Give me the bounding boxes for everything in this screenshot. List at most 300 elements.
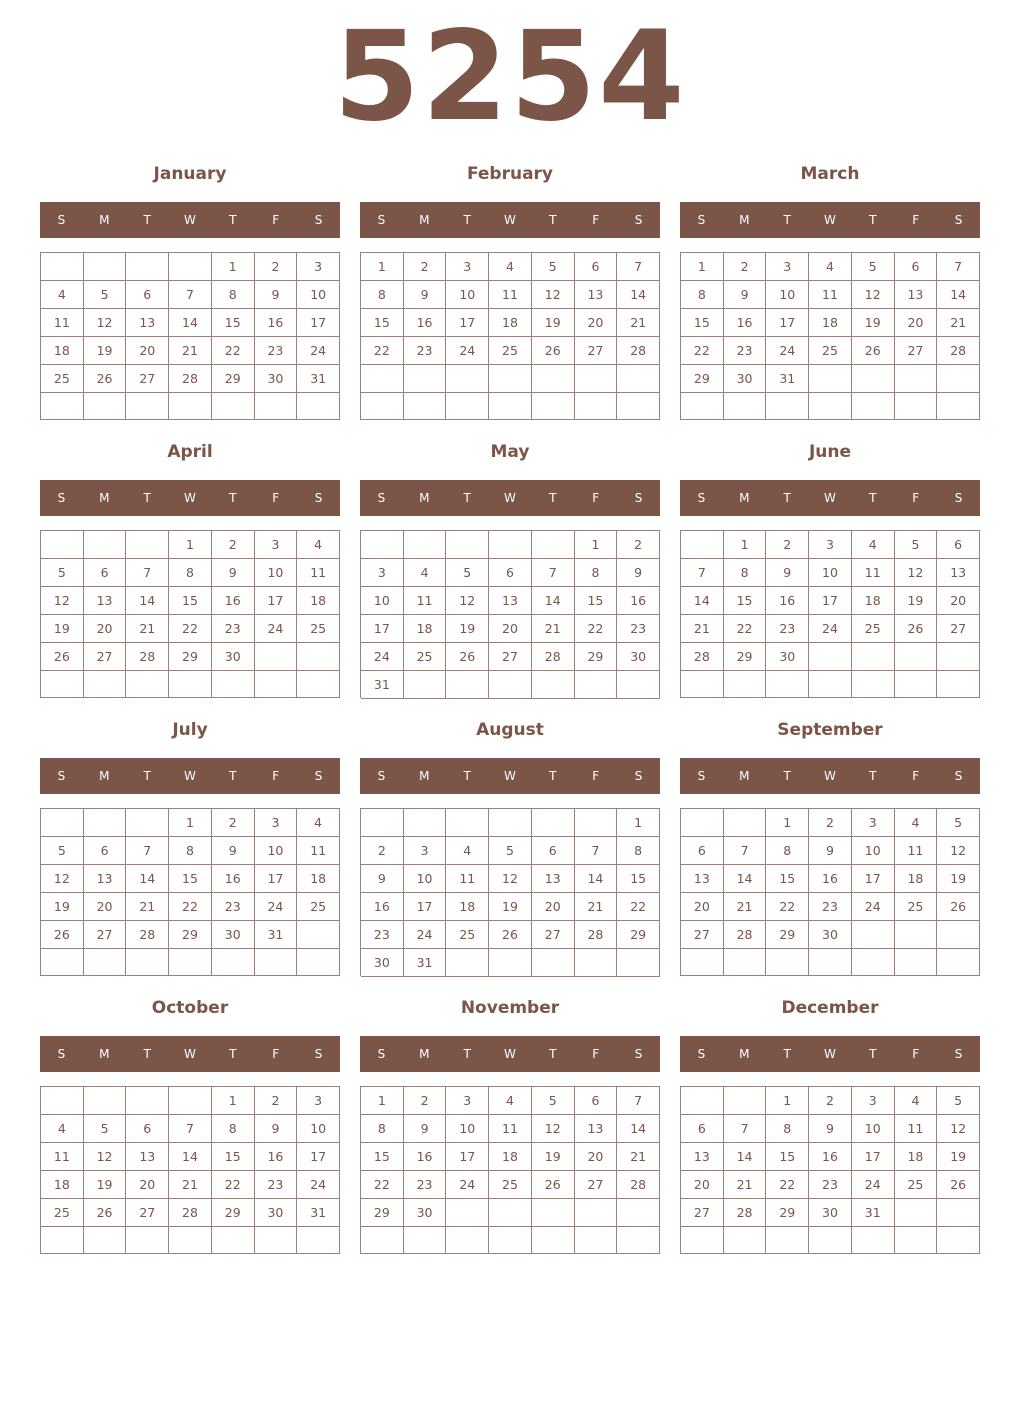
empty-cell	[895, 393, 938, 420]
weekday-header	[680, 1036, 980, 1072]
day-grid	[360, 808, 660, 976]
weekday-label: F	[272, 1047, 280, 1061]
empty-cell	[575, 809, 618, 837]
day-cell: 25	[41, 365, 84, 393]
weekday-label: T	[869, 1047, 877, 1061]
empty-cell	[446, 1199, 489, 1227]
day-cell: 15	[766, 865, 809, 893]
weekday-label: T	[229, 213, 237, 227]
day-cell: 7	[532, 559, 575, 587]
day-cell: 27	[937, 615, 980, 643]
day-cell: 26	[41, 921, 84, 949]
weekday-header	[40, 758, 340, 794]
empty-cell	[404, 365, 447, 393]
weekday-label: S	[954, 213, 963, 227]
day-cell: 28	[575, 921, 618, 949]
weekday-label: S	[697, 491, 706, 505]
empty-cell	[937, 949, 980, 976]
day-cell: 26	[489, 921, 532, 949]
weekday-label: T	[143, 213, 151, 227]
empty-cell	[489, 949, 532, 977]
day-cell: 15	[361, 309, 404, 337]
day-cell: 24	[852, 1171, 895, 1199]
empty-cell	[766, 1227, 809, 1254]
day-cell: 16	[404, 309, 447, 337]
day-cell: 18	[297, 587, 340, 615]
day-cell: 3	[809, 531, 852, 559]
day-cell: 3	[297, 1087, 340, 1115]
empty-cell	[809, 671, 852, 698]
month-title: February	[466, 164, 554, 184]
weekday-label: S	[377, 213, 386, 227]
day-cell: 3	[852, 1087, 895, 1115]
empty-cell	[361, 365, 404, 393]
day-cell: 29	[169, 921, 212, 949]
day-cell: 25	[404, 643, 447, 671]
day-cell: 11	[41, 309, 84, 337]
day-cell: 10	[255, 837, 298, 865]
weekday-label: S	[377, 769, 386, 783]
day-cell: 16	[766, 587, 809, 615]
day-cell: 10	[446, 1115, 489, 1143]
day-cell: 5	[852, 253, 895, 281]
day-cell: 20	[126, 1171, 169, 1199]
empty-cell	[575, 365, 618, 393]
day-cell: 26	[852, 337, 895, 365]
day-cell: 29	[575, 643, 618, 671]
empty-cell	[724, 1087, 767, 1115]
day-cell: 1	[212, 253, 255, 281]
weekday-label: F	[272, 769, 280, 783]
empty-cell	[575, 1199, 618, 1227]
weekday-label: W	[184, 491, 196, 505]
weekday-header	[360, 202, 660, 238]
empty-cell	[41, 393, 84, 420]
day-cell: 6	[575, 1087, 618, 1115]
day-cell: 25	[852, 615, 895, 643]
day-cell: 5	[41, 837, 84, 865]
day-cell: 10	[297, 1115, 340, 1143]
day-cell: 23	[404, 1171, 447, 1199]
empty-cell	[532, 531, 575, 559]
day-cell: 1	[575, 531, 618, 559]
day-cell: 17	[852, 865, 895, 893]
empty-cell	[169, 1087, 212, 1115]
day-cell: 28	[532, 643, 575, 671]
empty-cell	[532, 1227, 575, 1254]
day-cell: 1	[724, 531, 767, 559]
empty-cell	[895, 949, 938, 976]
day-cell: 2	[255, 253, 298, 281]
month-title: October	[151, 998, 229, 1018]
day-cell: 25	[297, 893, 340, 921]
empty-cell	[575, 671, 618, 699]
month-december	[680, 997, 980, 1257]
day-cell: 8	[361, 1115, 404, 1143]
month-july	[40, 719, 340, 979]
day-cell: 23	[809, 1171, 852, 1199]
empty-cell	[84, 949, 127, 976]
weekday-label: M	[99, 769, 110, 783]
day-cell: 21	[169, 337, 212, 365]
month-title: March	[800, 164, 860, 184]
month-title: September	[777, 720, 883, 740]
empty-cell	[126, 1227, 169, 1254]
day-cell: 29	[681, 365, 724, 393]
empty-cell	[852, 671, 895, 698]
day-cell: 28	[724, 921, 767, 949]
day-cell: 22	[361, 1171, 404, 1199]
empty-cell	[126, 949, 169, 976]
empty-cell	[532, 1199, 575, 1227]
day-cell: 28	[937, 337, 980, 365]
day-cell: 29	[212, 365, 255, 393]
day-cell: 9	[361, 865, 404, 893]
month-august	[360, 719, 660, 979]
day-cell: 24	[361, 643, 404, 671]
weekday-label: F	[592, 1047, 600, 1061]
day-cell: 12	[532, 1115, 575, 1143]
weekday-label: T	[229, 1047, 237, 1061]
empty-cell	[617, 365, 660, 393]
day-cell: 19	[852, 309, 895, 337]
day-cell: 29	[724, 643, 767, 671]
day-cell: 21	[724, 1171, 767, 1199]
day-cell: 22	[617, 893, 660, 921]
month-march	[680, 163, 980, 423]
empty-cell	[852, 1227, 895, 1254]
day-cell: 13	[681, 865, 724, 893]
empty-cell	[404, 671, 447, 699]
day-cell: 16	[809, 1143, 852, 1171]
day-cell: 9	[724, 281, 767, 309]
empty-cell	[532, 671, 575, 699]
day-grid	[680, 1086, 980, 1254]
day-cell: 30	[809, 921, 852, 949]
empty-cell	[489, 671, 532, 699]
day-cell: 24	[297, 1171, 340, 1199]
day-cell: 8	[361, 281, 404, 309]
day-cell: 10	[766, 281, 809, 309]
day-cell: 6	[895, 253, 938, 281]
empty-cell	[255, 393, 298, 420]
day-cell: 18	[809, 309, 852, 337]
day-cell: 9	[255, 281, 298, 309]
empty-cell	[404, 1227, 447, 1254]
day-cell: 24	[446, 337, 489, 365]
weekday-label: M	[419, 769, 430, 783]
day-cell: 11	[446, 865, 489, 893]
day-cell: 15	[575, 587, 618, 615]
day-cell: 17	[255, 865, 298, 893]
day-cell: 11	[489, 1115, 532, 1143]
empty-cell	[895, 921, 938, 949]
day-cell: 14	[126, 587, 169, 615]
day-cell: 18	[489, 309, 532, 337]
day-cell: 30	[766, 643, 809, 671]
day-cell: 21	[724, 893, 767, 921]
day-cell: 18	[895, 1143, 938, 1171]
empty-cell	[446, 671, 489, 699]
day-grid	[40, 252, 340, 420]
day-cell: 18	[895, 865, 938, 893]
weekday-label: W	[184, 213, 196, 227]
empty-cell	[937, 1227, 980, 1254]
weekday-label: W	[504, 769, 516, 783]
day-cell: 20	[126, 337, 169, 365]
day-cell: 4	[404, 559, 447, 587]
day-cell: 6	[681, 837, 724, 865]
weekday-label: M	[739, 1047, 750, 1061]
empty-cell	[766, 949, 809, 976]
day-cell: 20	[84, 615, 127, 643]
day-cell: 26	[937, 893, 980, 921]
month-title: December	[781, 998, 879, 1018]
day-cell: 6	[126, 281, 169, 309]
empty-cell	[255, 671, 298, 698]
empty-cell	[489, 365, 532, 393]
day-cell: 1	[766, 1087, 809, 1115]
weekday-label: M	[419, 491, 430, 505]
empty-cell	[575, 1227, 618, 1254]
day-cell: 2	[255, 1087, 298, 1115]
day-cell: 16	[212, 587, 255, 615]
day-cell: 30	[809, 1199, 852, 1227]
empty-cell	[617, 671, 660, 699]
day-cell: 27	[681, 921, 724, 949]
day-cell: 2	[809, 809, 852, 837]
empty-cell	[297, 393, 340, 420]
weekday-label: S	[954, 769, 963, 783]
day-cell: 19	[937, 1143, 980, 1171]
empty-cell	[84, 809, 127, 837]
weekday-label: T	[869, 213, 877, 227]
day-cell: 26	[532, 1171, 575, 1199]
day-cell: 27	[575, 1171, 618, 1199]
day-cell: 23	[809, 893, 852, 921]
empty-cell	[852, 949, 895, 976]
weekday-label: S	[377, 491, 386, 505]
day-cell: 9	[404, 281, 447, 309]
day-cell: 27	[575, 337, 618, 365]
day-cell: 22	[169, 893, 212, 921]
day-cell: 29	[617, 921, 660, 949]
day-cell: 27	[532, 921, 575, 949]
weekday-label: T	[143, 769, 151, 783]
day-cell: 14	[126, 865, 169, 893]
day-cell: 4	[297, 809, 340, 837]
day-cell: 21	[532, 615, 575, 643]
day-cell: 21	[617, 1143, 660, 1171]
weekday-label: W	[504, 1047, 516, 1061]
day-grid	[680, 530, 980, 698]
empty-cell	[617, 1199, 660, 1227]
day-cell: 13	[84, 865, 127, 893]
day-cell: 25	[489, 1171, 532, 1199]
weekday-label: W	[504, 213, 516, 227]
day-cell: 24	[809, 615, 852, 643]
day-cell: 7	[937, 253, 980, 281]
day-cell: 15	[212, 309, 255, 337]
weekday-label: F	[912, 213, 920, 227]
day-cell: 23	[255, 1171, 298, 1199]
month-september	[680, 719, 980, 979]
day-grid	[680, 808, 980, 976]
weekday-label: F	[912, 491, 920, 505]
weekday-label: M	[99, 213, 110, 227]
day-grid	[360, 530, 660, 698]
day-cell: 23	[404, 337, 447, 365]
day-cell: 28	[681, 643, 724, 671]
day-cell: 23	[361, 921, 404, 949]
weekday-label: M	[739, 213, 750, 227]
day-cell: 19	[937, 865, 980, 893]
day-grid	[40, 1086, 340, 1254]
day-cell: 12	[895, 559, 938, 587]
empty-cell	[852, 921, 895, 949]
month-october	[40, 997, 340, 1257]
empty-cell	[297, 1227, 340, 1254]
day-cell: 16	[255, 1143, 298, 1171]
empty-cell	[937, 393, 980, 420]
day-cell: 4	[489, 253, 532, 281]
day-cell: 18	[297, 865, 340, 893]
weekday-header	[40, 480, 340, 516]
day-grid	[360, 252, 660, 420]
day-cell: 10	[446, 281, 489, 309]
day-cell: 8	[575, 559, 618, 587]
day-cell: 1	[766, 809, 809, 837]
empty-cell	[809, 393, 852, 420]
day-cell: 31	[297, 365, 340, 393]
weekday-label: M	[419, 1047, 430, 1061]
day-cell: 2	[724, 253, 767, 281]
day-cell: 19	[895, 587, 938, 615]
empty-cell	[255, 643, 298, 671]
empty-cell	[169, 253, 212, 281]
day-cell: 19	[84, 1171, 127, 1199]
empty-cell	[681, 809, 724, 837]
empty-cell	[126, 809, 169, 837]
empty-cell	[169, 393, 212, 420]
weekday-label: W	[184, 769, 196, 783]
day-cell: 9	[766, 559, 809, 587]
weekday-label: F	[272, 491, 280, 505]
empty-cell	[361, 531, 404, 559]
day-cell: 23	[766, 615, 809, 643]
day-cell: 12	[937, 837, 980, 865]
day-cell: 21	[575, 893, 618, 921]
day-cell: 12	[446, 587, 489, 615]
day-cell: 14	[937, 281, 980, 309]
weekday-label: S	[57, 769, 66, 783]
day-cell: 17	[361, 615, 404, 643]
empty-cell	[84, 671, 127, 698]
day-cell: 7	[724, 1115, 767, 1143]
day-cell: 27	[126, 365, 169, 393]
empty-cell	[617, 949, 660, 977]
day-cell: 26	[895, 615, 938, 643]
day-cell: 7	[126, 837, 169, 865]
empty-cell	[617, 393, 660, 421]
day-cell: 7	[617, 253, 660, 281]
empty-cell	[169, 949, 212, 976]
day-cell: 22	[766, 893, 809, 921]
empty-cell	[937, 643, 980, 671]
day-cell: 17	[809, 587, 852, 615]
day-cell: 20	[681, 893, 724, 921]
weekday-label: S	[954, 1047, 963, 1061]
day-cell: 25	[489, 337, 532, 365]
empty-cell	[126, 1087, 169, 1115]
empty-cell	[126, 531, 169, 559]
empty-cell	[809, 365, 852, 393]
day-cell: 1	[361, 253, 404, 281]
weekday-label: S	[57, 213, 66, 227]
day-cell: 22	[212, 1171, 255, 1199]
day-cell: 9	[809, 1115, 852, 1143]
day-cell: 4	[809, 253, 852, 281]
weekday-label: T	[783, 1047, 791, 1061]
empty-cell	[852, 643, 895, 671]
day-cell: 11	[489, 281, 532, 309]
day-cell: 8	[212, 281, 255, 309]
day-cell: 11	[404, 587, 447, 615]
day-cell: 5	[937, 809, 980, 837]
day-cell: 20	[575, 309, 618, 337]
day-cell: 12	[84, 309, 127, 337]
day-cell: 14	[617, 281, 660, 309]
day-cell: 19	[446, 615, 489, 643]
empty-cell	[404, 531, 447, 559]
day-cell: 13	[126, 1143, 169, 1171]
empty-cell	[297, 643, 340, 671]
day-cell: 25	[809, 337, 852, 365]
empty-cell	[575, 393, 618, 421]
day-cell: 19	[532, 1143, 575, 1171]
empty-cell	[41, 809, 84, 837]
day-cell: 1	[361, 1087, 404, 1115]
empty-cell	[255, 949, 298, 976]
empty-cell	[446, 393, 489, 421]
empty-cell	[126, 671, 169, 698]
weekday-label: W	[824, 213, 836, 227]
day-cell: 18	[852, 587, 895, 615]
day-cell: 26	[84, 365, 127, 393]
day-cell: 14	[724, 865, 767, 893]
weekday-label: M	[739, 769, 750, 783]
empty-cell	[41, 671, 84, 698]
day-cell: 7	[724, 837, 767, 865]
weekday-label: M	[99, 491, 110, 505]
day-cell: 4	[41, 1115, 84, 1143]
weekday-label: F	[592, 213, 600, 227]
day-cell: 23	[212, 615, 255, 643]
month-title: August	[476, 720, 544, 740]
empty-cell	[937, 365, 980, 393]
empty-cell	[724, 809, 767, 837]
day-cell: 12	[41, 865, 84, 893]
day-cell: 31	[297, 1199, 340, 1227]
day-cell: 10	[255, 559, 298, 587]
weekday-label: T	[869, 491, 877, 505]
day-cell: 21	[126, 893, 169, 921]
weekday-label: T	[549, 1047, 557, 1061]
day-cell: 17	[766, 309, 809, 337]
day-cell: 5	[489, 837, 532, 865]
day-cell: 5	[895, 531, 938, 559]
empty-cell	[41, 531, 84, 559]
